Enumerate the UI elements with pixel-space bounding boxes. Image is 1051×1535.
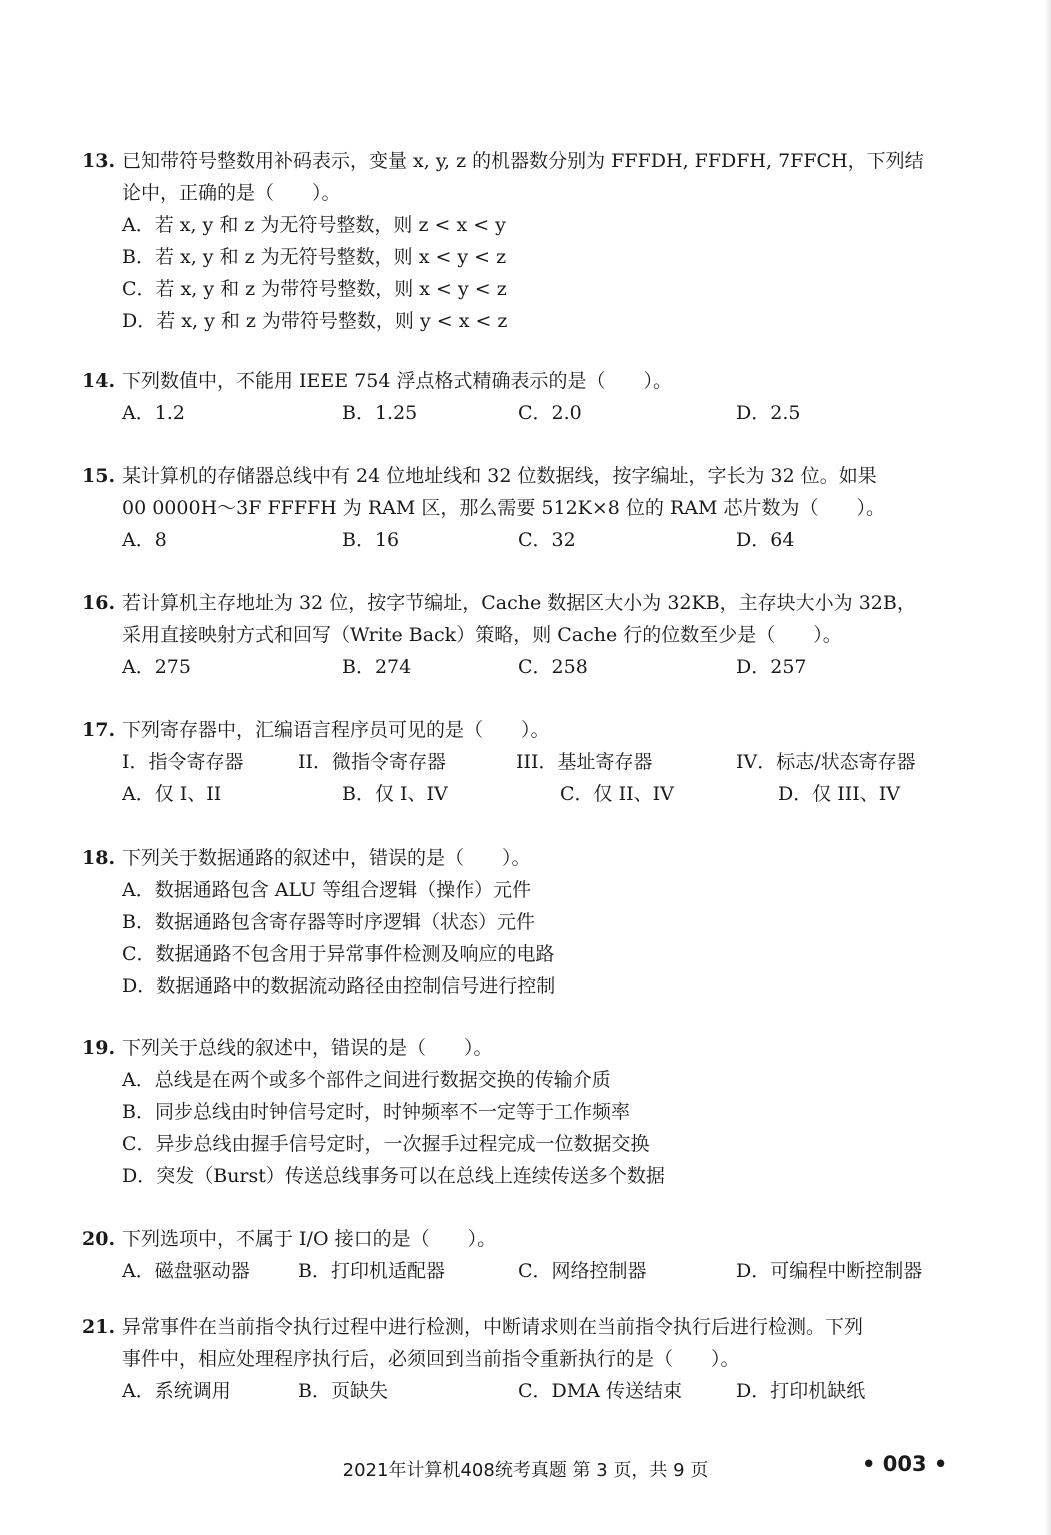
question-number: 20. — [82, 1228, 116, 1250]
question-number: 17. — [82, 719, 116, 741]
option-c: C．2.0 — [518, 402, 582, 424]
option-d: D．突发（Burst）传送总线事务可以在总线上连续传送多个数据 — [122, 1165, 665, 1187]
items-row — [82, 746, 962, 778]
option-c: C．仅 II、IV — [560, 783, 674, 805]
item-iv: IV．标志/状态寄存器 — [736, 751, 916, 773]
question-stem: 异常事件在当前指令执行过程中进行检测，中断请求则在当前指令执行后进行检测。下列 — [122, 1316, 864, 1338]
option-d: D．若 x, y 和 z 为带符号整数，则 y < x < z — [122, 310, 508, 332]
question-15 — [82, 460, 962, 556]
question-20 — [82, 1223, 962, 1287]
question-number: 16. — [82, 592, 116, 614]
option-c: C．32 — [518, 529, 576, 551]
question-number: 18. — [82, 847, 116, 869]
page-footer: 2021年计算机408统考真题 第 3 页，共 9 页 — [342, 1460, 709, 1481]
options-row — [82, 778, 962, 810]
option-a: A．若 x, y 和 z 为无符号整数，则 z < x < y — [122, 214, 506, 236]
options-row — [82, 1255, 962, 1287]
question-stem-continued: 采用直接映射方式和回写（Write Back）策略，则 Cache 行的位数至少是（ ）。 — [122, 624, 842, 646]
option-b: B．数据通路包含寄存器等时序逻辑（状态）元件 — [122, 911, 535, 933]
option-c: C．258 — [518, 656, 588, 678]
question-stem: 下列数值中，不能用 IEEE 754 浮点格式精确表示的是（ ）。 — [122, 370, 672, 392]
question-stem-continued: 论中，正确的是（ ）。 — [122, 182, 341, 204]
option-b: B．16 — [342, 529, 400, 551]
option-a: A．8 — [122, 529, 167, 551]
option-a: A．系统调用 — [122, 1380, 231, 1402]
option-b: B．274 — [342, 656, 412, 678]
options-row — [82, 1375, 962, 1407]
question-14 — [82, 365, 962, 429]
page-number: • 003 • — [862, 1452, 948, 1476]
question-stem: 下列关于数据通路的叙述中，错误的是（ ）。 — [122, 847, 531, 869]
option-a: A．磁盘驱动器 — [122, 1260, 250, 1282]
option-c: C．若 x, y 和 z 为带符号整数，则 x < y < z — [122, 278, 507, 300]
page-edge — [1045, 0, 1051, 1535]
item-iii: III．基址寄存器 — [516, 751, 653, 773]
option-c: C．DMA 传送结束 — [518, 1380, 682, 1402]
option-a: A．1.2 — [122, 402, 185, 424]
option-d: D．257 — [736, 656, 807, 678]
question-number: 15. — [82, 465, 116, 487]
question-16 — [82, 587, 962, 683]
options-row — [82, 397, 962, 429]
option-c: C．数据通路不包含用于异常事件检测及响应的电路 — [122, 943, 555, 965]
question-stem: 某计算机的存储器总线中有 24 位地址线和 32 位数据线，按字编址，字长为 32 位。如果 — [122, 465, 877, 487]
option-d: D．数据通路中的数据流动路径由控制信号进行控制 — [122, 975, 556, 997]
option-d: D．可编程中断控制器 — [736, 1260, 923, 1282]
question-19 — [82, 1032, 962, 1192]
question-21 — [82, 1311, 962, 1407]
question-17 — [82, 714, 962, 810]
question-18 — [82, 842, 962, 1002]
question-number: 13. — [82, 150, 116, 172]
option-a: A．275 — [122, 656, 191, 678]
options-row — [82, 524, 962, 556]
option-a: A．总线是在两个或多个部件之间进行数据交换的传输介质 — [122, 1069, 611, 1091]
item-i: I．指令寄存器 — [122, 751, 244, 773]
question-stem: 下列寄存器中，汇编语言程序员可见的是（ ）。 — [122, 719, 550, 741]
option-d: D．64 — [736, 529, 795, 551]
option-a: A．数据通路包含 ALU 等组合逻辑（操作）元件 — [122, 879, 532, 901]
option-d: D．2.5 — [736, 402, 801, 424]
question-stem: 已知带符号整数用补码表示，变量 x, y, z 的机器数分别为 FFFDH, FFDFH, 7FFCH，下列结 — [122, 150, 924, 172]
question-stem: 下列选项中，不属于 I/O 接口的是（ ）。 — [122, 1228, 497, 1250]
item-ii: II．微指令寄存器 — [298, 751, 447, 773]
option-c: C．网络控制器 — [518, 1260, 647, 1282]
option-d: D．打印机缺纸 — [736, 1380, 866, 1402]
question-13 — [82, 145, 962, 337]
option-a: A．仅 I、II — [122, 783, 222, 805]
question-stem: 若计算机主存地址为 32 位，按字节编址，Cache 数据区大小为 32KB，主存块大小为 32B， — [122, 592, 916, 614]
question-number: 19. — [82, 1037, 116, 1059]
option-b: B．打印机适配器 — [298, 1260, 445, 1282]
question-number: 14. — [82, 370, 116, 392]
question-stem: 下列关于总线的叙述中，错误的是（ ）。 — [122, 1037, 493, 1059]
question-number: 21. — [82, 1316, 116, 1338]
option-b: B．仅 I、IV — [342, 783, 448, 805]
option-c: C．异步总线由握手信号定时，一次握手过程完成一位数据交换 — [122, 1133, 650, 1155]
option-b: B．同步总线由时钟信号定时，时钟频率不一定等于工作频率 — [122, 1101, 630, 1123]
options-row — [82, 651, 962, 683]
question-stem-continued: 00 0000H～3F FFFFH 为 RAM 区，那么需要 512K×8 位的 RAM 芯片数为（ ）。 — [122, 497, 885, 519]
option-b: B．页缺失 — [298, 1380, 388, 1402]
option-b: B．1.25 — [342, 402, 418, 424]
option-d: D．仅 III、IV — [778, 783, 901, 805]
question-stem-continued: 事件中，相应处理程序执行后，必须回到当前指令重新执行的是（ ）。 — [122, 1348, 740, 1370]
option-b: B．若 x, y 和 z 为无符号整数，则 x < y < z — [122, 246, 507, 268]
